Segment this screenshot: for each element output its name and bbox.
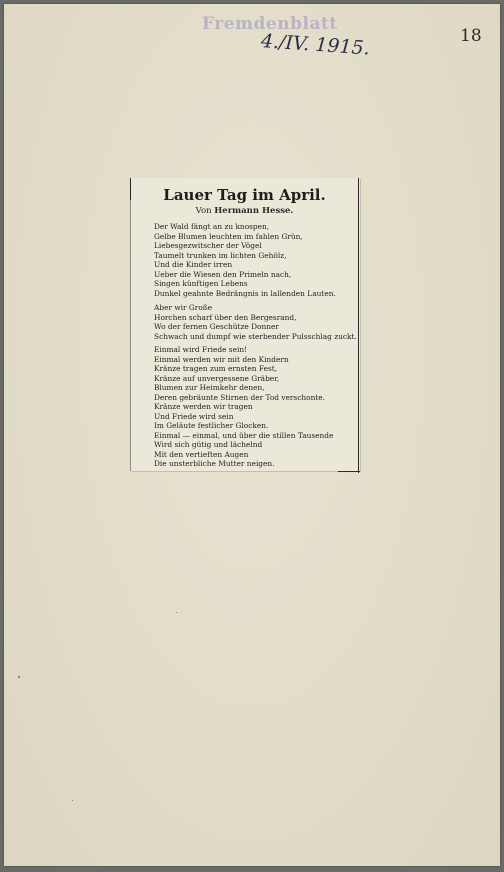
stanza-3 xyxy=(154,345,333,469)
poem-line: Kränze auf unvergessene Gräber, xyxy=(154,373,280,383)
poem-line: Kränze werden wir tragen xyxy=(154,402,253,411)
stanza-1 xyxy=(154,222,336,298)
poem-line: Mit den vertieften Augen xyxy=(154,449,249,459)
poem-line: Schwach und dumpf wie sterbender Pulsschlag zuckt. xyxy=(154,331,357,341)
handwritten-date: 4./IV. 1915. xyxy=(260,30,371,60)
poem-line: Wo der fernen Geschütze Donner xyxy=(154,322,279,331)
byline-prefix: Von xyxy=(195,206,212,216)
poem-line: Der Wald fängt an zu knospen, xyxy=(154,222,270,231)
paper-speck xyxy=(176,612,177,613)
stanza-2 xyxy=(154,303,357,341)
poem-line: Liebesgezwitscher der Vögel xyxy=(154,241,262,250)
poem-line: Taumelt trunken im lichten Gehölz, xyxy=(154,250,287,260)
poem-line: Singen künftigen Lebens xyxy=(154,279,248,288)
poem-line: Und Friede wird sein xyxy=(154,411,234,421)
poem-line: Blumen zur Heimkehr denen, xyxy=(154,383,265,392)
paper-speck xyxy=(18,676,20,678)
poem-line: Und die Kinder irren xyxy=(154,260,233,269)
poem-title: Lauer Tag im April. xyxy=(163,186,326,204)
poem-line: Einmal wird Friede sein! xyxy=(154,345,248,354)
poem-line: Dunkel geahnte Bedrängnis in lallenden Lauten. xyxy=(154,288,336,298)
poem-line: Wird sich gütig und lächelnd xyxy=(154,440,263,449)
clipping-edge-right xyxy=(358,178,359,473)
poem-line: Einmal werden wir mit den Kindern xyxy=(154,354,289,364)
poem-line: Kränze tragen zum ernsten Fest, xyxy=(154,364,278,373)
poem-line: Im Geläute festlicher Glocken. xyxy=(154,421,269,430)
poem-byline xyxy=(130,206,359,216)
poem-line: Einmal — einmal, und über die stillen Tausende xyxy=(154,430,334,440)
clipping-edge-bottom xyxy=(338,471,360,472)
page-number: 18 xyxy=(460,26,482,46)
poem-line: Deren gebräunte Stirnen der Tod verschonte. xyxy=(154,392,326,402)
poem-author: Hermann Hesse. xyxy=(214,206,294,216)
poem-line: Gelbe Blumen leuchten im fahlen Grün, xyxy=(154,231,303,241)
newspaper-stamp: Fremdenblatt xyxy=(202,14,338,34)
poem-line: Aber wir Große xyxy=(154,303,213,312)
paper-speck xyxy=(72,800,73,801)
poem-line: Die unsterbliche Mutter neigen. xyxy=(154,459,275,468)
poem-line: Horchen scharf über den Bergesrand, xyxy=(154,312,297,322)
poem-line: Ueber die Wiesen den Primeln nach, xyxy=(154,269,292,279)
